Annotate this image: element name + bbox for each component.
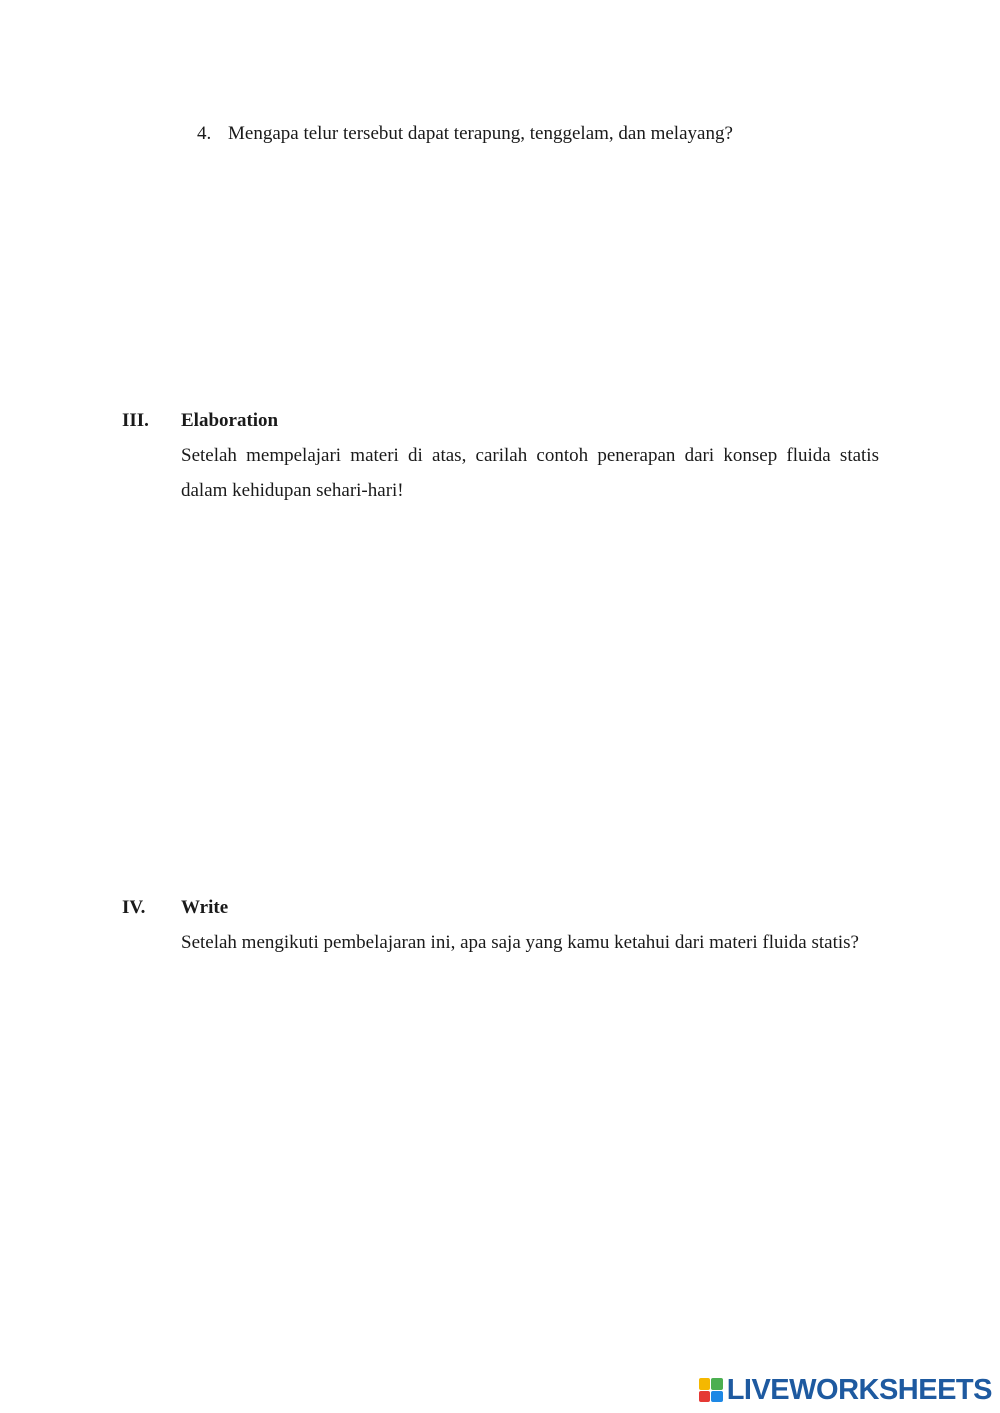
- section-instructions: Setelah mengikuti pembelajaran ini, apa saja yang kamu ketahui dari materi fluida statis?: [181, 932, 859, 953]
- section-numeral: IV.: [122, 897, 146, 918]
- section-write: [122, 895, 879, 960]
- section-elaboration: [122, 408, 879, 508]
- liveworksheets-logo-icon: [699, 1378, 723, 1402]
- logo-cell: [711, 1378, 723, 1390]
- question-number: 4.: [197, 123, 212, 144]
- logo-cell: [699, 1378, 711, 1390]
- question-text: Mengapa telur tersebut dapat terapung, tenggelam, dan melayang?: [228, 123, 733, 144]
- section-title: Write: [181, 897, 229, 918]
- logo-cell: [699, 1391, 711, 1403]
- liveworksheets-watermark: [699, 1374, 992, 1406]
- section-title: Elaboration: [181, 410, 279, 431]
- section-instructions: Setelah mempelajari materi di atas, carilah contoh penerapan dari konsep fluida statis dalam kehidupan sehari-hari!: [181, 445, 879, 501]
- logo-cell: [711, 1391, 723, 1403]
- section-numeral: III.: [122, 410, 149, 431]
- question-4: [197, 121, 733, 147]
- watermark-text: LIVEWORKSHEETS: [726, 1374, 992, 1406]
